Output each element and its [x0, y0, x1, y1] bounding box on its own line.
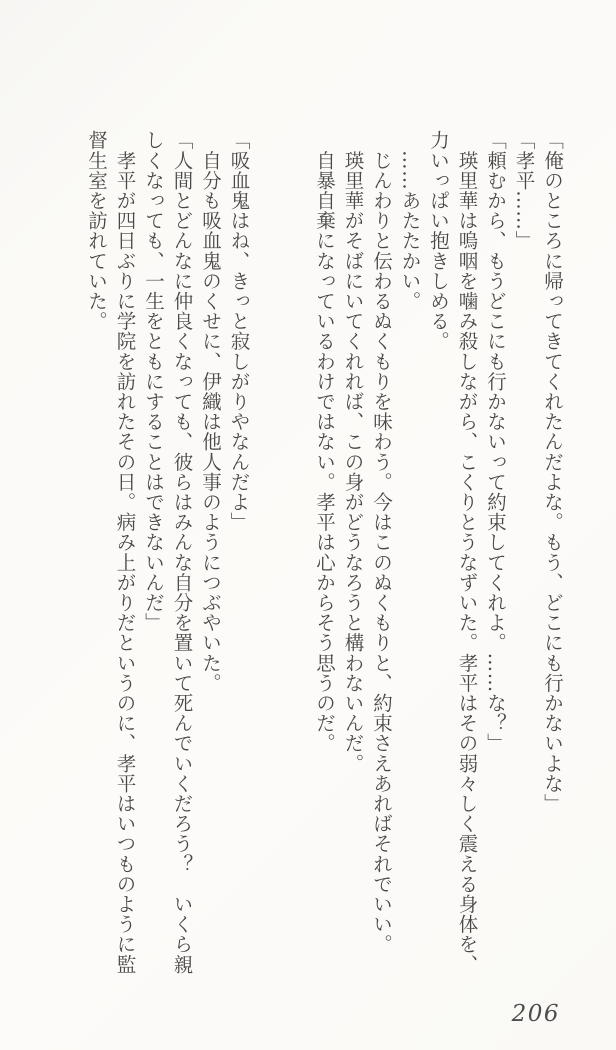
- paragraph-10: 自分も吸血鬼のくせに、伊織は他人事のようにつぶやいた。: [199, 130, 222, 693]
- paragraph-4: 瑛里華は嗚咽を噛み殺しながら、こくりとうなずいた。孝平はその弱々しく震える身体を、力いっぱい抱きしめる。: [427, 130, 479, 975]
- paragraph-3: 「頼むから、もうどこにも行かないって約束してくれよ。……な？」: [484, 130, 507, 754]
- scene-break-blank-line: [253, 130, 282, 975]
- paragraph-2: 「孝平……」: [512, 130, 536, 251]
- page-number: 206: [511, 1001, 560, 1027]
- paragraph-7: 瑛里華がそばにいてくれれば、この身がどうなろうと構わないんだ。: [341, 130, 365, 774]
- paragraph-12: 孝平が四日ぶりに学院を訪れたその日。病み上がりだというのに、孝平はいつものように監督生室を訪れていた。: [85, 130, 137, 975]
- paragraph-6: じんわりと伝わるぬくもりを味わう。今はこのぬくもりと、約束さえあればそれでいい。: [370, 130, 393, 955]
- paragraph-1: 「俺のところに帰ってきてくれたんだよな。もう、どこにも行かないよな」: [541, 130, 564, 814]
- paragraph-5: ……あたたかい。: [398, 130, 422, 311]
- scene-break-blank-line: [281, 130, 310, 975]
- paragraph-9: 「吸血鬼はね、きっと寂しがりやなんだよ」: [227, 130, 251, 532]
- paragraph-11: 「人間とどんなに仲良くなっても、彼らはみんな自分を置いて死んでいくだろう？ いくら親しくなっても、一生をともにすることはできないんだ」: [142, 130, 194, 975]
- page-text-block: [82, 130, 567, 975]
- paragraph-8: 自暴自棄になっているわけではない。孝平は心からそう思うのだ。: [313, 130, 336, 754]
